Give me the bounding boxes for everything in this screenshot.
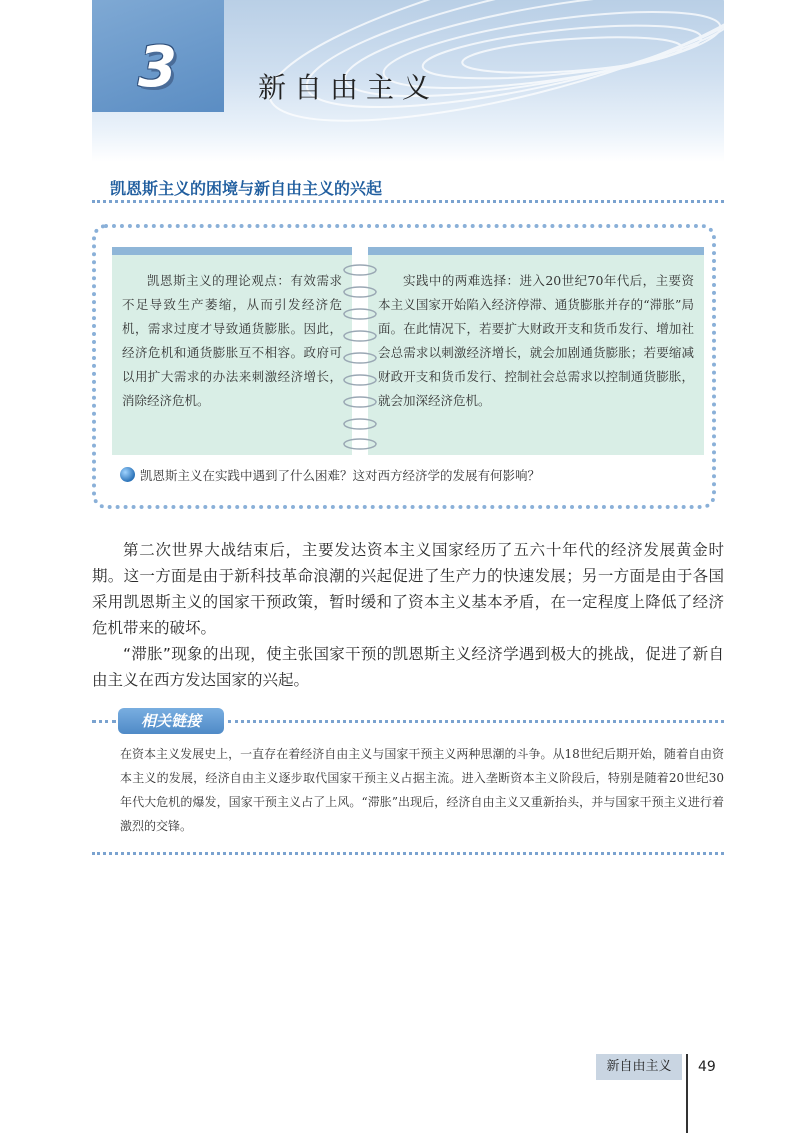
question-text: 凯恩斯主义在实践中遇到了什么困难？这对西方经济学的发展有何影响？ xyxy=(140,468,541,483)
related-divider-left xyxy=(92,720,116,723)
question-bullet-icon xyxy=(120,467,135,482)
chapter-title: 新自由主义 xyxy=(258,71,439,104)
related-divider-right xyxy=(228,720,724,723)
chapter-number: 3 xyxy=(138,35,177,100)
practice-panel xyxy=(368,247,704,455)
binder-rings xyxy=(330,262,390,452)
related-link-badge: 相关链接 xyxy=(118,708,224,734)
section-divider xyxy=(92,200,724,203)
page-number: 49 xyxy=(698,1059,716,1075)
footer-rule xyxy=(686,1054,688,1133)
practice-text: 实践中的两难选择：进入20世纪70年代后，主要资本主义国家开始陷入经济停滞、通货膨胀并存的“滞胀”局面。在此情况下，若要扩大财政开支和货币发行、增加社会总需求以刺激经济增长，就会加剧通货膨胀；若要缩减财政开支和货币发行、控制社会总需求以控制通货膨胀，就会加深经济危机。 xyxy=(378,273,694,408)
theory-panel xyxy=(112,247,352,455)
section-heading: 凯恩斯主义的困境与新自由主义的兴起 xyxy=(110,179,383,198)
related-bottom-divider xyxy=(92,852,724,855)
body-text xyxy=(92,537,724,693)
body-paragraph-1: 第二次世界大战结束后，主要发达资本主义国家经历了五六十年代的经济发展黄金时期。这一方面是由于新科技革命浪潮的兴起促进了生产力的快速发展；另一方面是由于各国采用凯恩斯主义的国家干预政策，暂时缓和了资本主义基本矛盾，在一定程度上降低了经济危机带来的破坏。 xyxy=(92,541,724,637)
related-link-text: 在资本主义发展史上，一直存在着经济自由主义与国家干预主义两种思潮的斗争。从18世纪后期开始，随着自由资本主义的发展，经济自由主义逐步取代国家干预主义占据主流。进入垄断资本主义阶段后，特别是随着20世纪30年代大危机的爆发，国家干预主义占了上风。“滞胀”出现后，经济自由主义又重新抬头，并与国家干预主义进行着激烈的交锋。 xyxy=(120,747,724,833)
footer-chapter-label: 新自由主义 xyxy=(596,1054,682,1080)
body-paragraph-2: “滞胀”现象的出现，使主张国家干预的凯恩斯主义经济学遇到极大的挑战，促进了新自由主义在西方发达国家的兴起。 xyxy=(92,645,724,689)
theory-text: 凯恩斯主义的理论观点：有效需求不足导致生产萎缩，从而引发经济危机，需求过度才导致通货膨胀。因此，经济危机和通货膨胀互不相容。政府可以用扩大需求的办法来刺激经济增长，消除经济危机。 xyxy=(122,273,342,408)
